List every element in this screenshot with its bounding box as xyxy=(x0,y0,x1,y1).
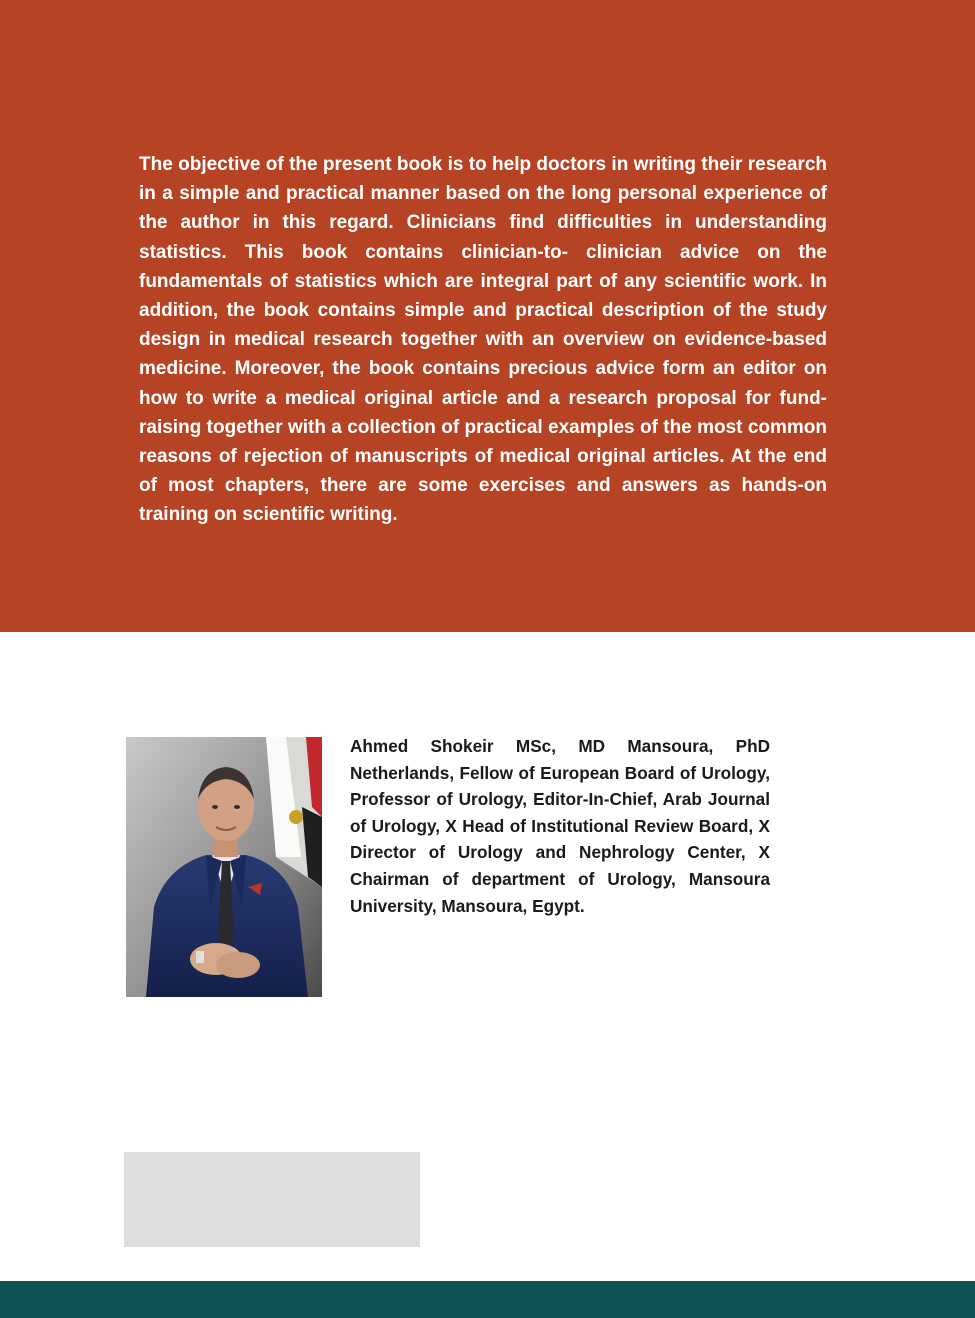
author-bio: Ahmed Shokeir MSc, MD Mansoura, PhD Netherlands, Fellow of European Board of Urology, Professor of Urology, Editor-In-Chief, Arab Journal of Urology, X Head of Institutional Review Board, X Director of Urology and Nephrology Center, X Chairman of department of Urology, Mansoura University, Mansoura, Egypt. xyxy=(350,736,770,916)
bottom-color-strip xyxy=(0,1281,975,1318)
barcode-placeholder xyxy=(124,1152,420,1247)
book-description: The objective of the present book is to help doctors in writing their research in a simple and practical manner based on the long personal experience of the author in this regard. Clinicians find difficulties in understanding statistics. This book contains clinician-to- clinician advice on the fundamentals of statistics which are integral part of any scientific work. In addition, the book contains simple and practical description of the study design in medical research together with an overview on evidence-based medicine. Moreover, the book contains precious advice form an editor on how to write a medical original article and a research proposal for fund-raising together with a collection of practical examples of the most common reasons of rejection of manuscripts of medical original articles. At the end of most chapters, there are some exercises and answers as hands-on training on scientific writing. xyxy=(139,154,827,526)
top-color-panel xyxy=(0,0,975,632)
author-portrait-illustration xyxy=(126,737,322,997)
author-photo xyxy=(126,737,322,997)
